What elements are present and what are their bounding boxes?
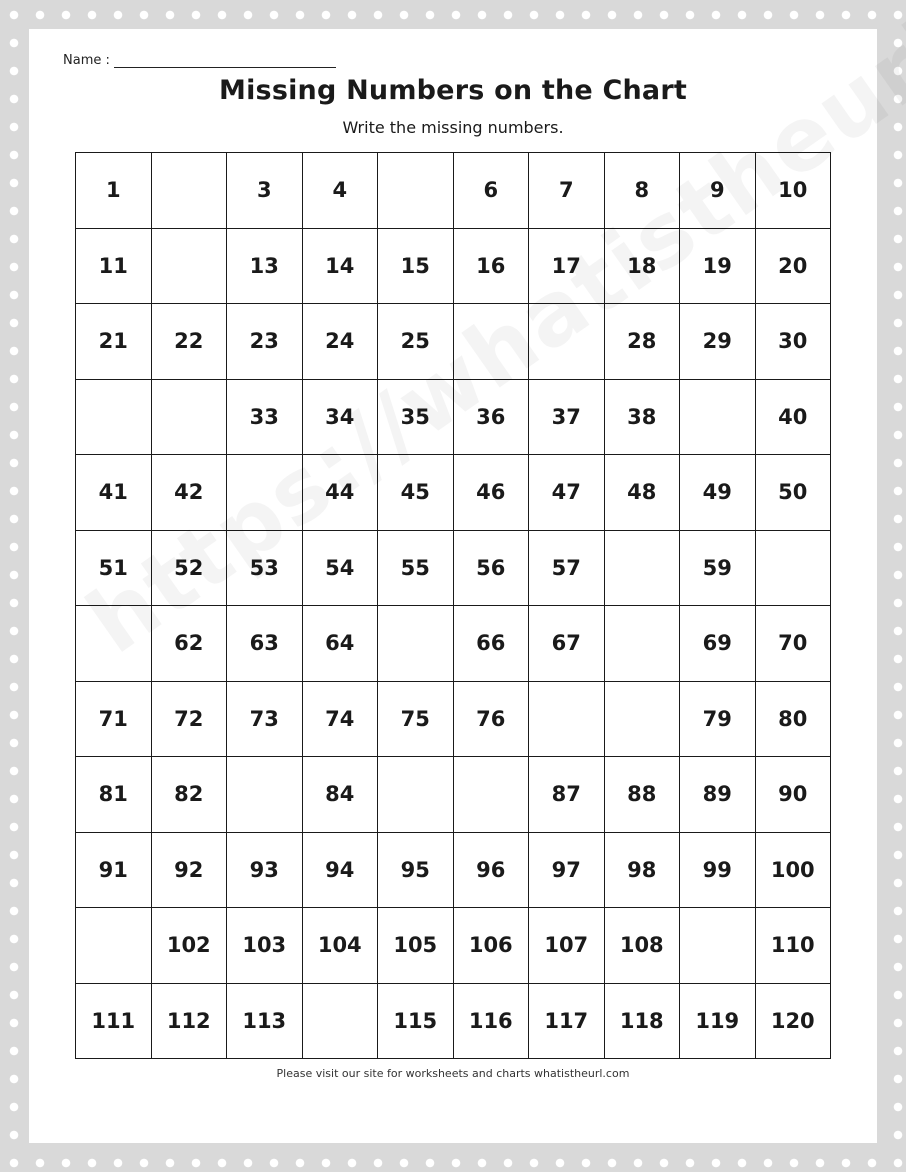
number-cell: 7 bbox=[529, 153, 605, 229]
number-chart-grid bbox=[75, 152, 831, 1059]
number-cell: 44 bbox=[302, 455, 378, 531]
blank-number-cell[interactable] bbox=[604, 530, 680, 606]
number-cell: 29 bbox=[680, 304, 756, 380]
blank-number-cell[interactable] bbox=[151, 153, 227, 229]
number-cell: 34 bbox=[302, 379, 378, 455]
chart-row bbox=[76, 606, 831, 682]
number-cell: 55 bbox=[378, 530, 454, 606]
chart-row bbox=[76, 681, 831, 757]
number-cell: 9 bbox=[680, 153, 756, 229]
number-cell: 41 bbox=[76, 455, 152, 531]
number-cell: 49 bbox=[680, 455, 756, 531]
page-subtitle: Write the missing numbers. bbox=[342, 118, 564, 137]
blank-number-cell[interactable] bbox=[76, 379, 152, 455]
number-cell: 80 bbox=[755, 681, 831, 757]
number-cell: 113 bbox=[227, 983, 303, 1059]
number-cell: 33 bbox=[227, 379, 303, 455]
number-cell: 59 bbox=[680, 530, 756, 606]
number-cell: 17 bbox=[529, 228, 605, 304]
blank-number-cell[interactable] bbox=[227, 757, 303, 833]
number-cell: 104 bbox=[302, 908, 378, 984]
number-cell: 37 bbox=[529, 379, 605, 455]
number-cell: 28 bbox=[604, 304, 680, 380]
number-cell: 69 bbox=[680, 606, 756, 682]
number-cell: 95 bbox=[378, 832, 454, 908]
number-cell: 118 bbox=[604, 983, 680, 1059]
number-cell: 48 bbox=[604, 455, 680, 531]
number-cell: 110 bbox=[755, 908, 831, 984]
number-cell: 21 bbox=[76, 304, 152, 380]
number-cell: 25 bbox=[378, 304, 454, 380]
number-cell: 72 bbox=[151, 681, 227, 757]
chart-row bbox=[76, 832, 831, 908]
number-cell: 116 bbox=[453, 983, 529, 1059]
number-cell: 103 bbox=[227, 908, 303, 984]
number-cell: 97 bbox=[529, 832, 605, 908]
number-cell: 92 bbox=[151, 832, 227, 908]
number-cell: 102 bbox=[151, 908, 227, 984]
number-cell: 47 bbox=[529, 455, 605, 531]
number-cell: 57 bbox=[529, 530, 605, 606]
number-cell: 56 bbox=[453, 530, 529, 606]
blank-number-cell[interactable] bbox=[604, 606, 680, 682]
chart-row bbox=[76, 908, 831, 984]
number-cell: 106 bbox=[453, 908, 529, 984]
number-cell: 13 bbox=[227, 228, 303, 304]
number-cell: 93 bbox=[227, 832, 303, 908]
blank-number-cell[interactable] bbox=[302, 983, 378, 1059]
number-cell: 50 bbox=[755, 455, 831, 531]
number-cell: 20 bbox=[755, 228, 831, 304]
number-cell: 62 bbox=[151, 606, 227, 682]
blank-number-cell[interactable] bbox=[76, 606, 152, 682]
page-title: Missing Numbers on the Chart bbox=[219, 75, 687, 106]
number-cell: 107 bbox=[529, 908, 605, 984]
number-cell: 81 bbox=[76, 757, 152, 833]
number-cell: 42 bbox=[151, 455, 227, 531]
number-cell: 16 bbox=[453, 228, 529, 304]
number-cell: 46 bbox=[453, 455, 529, 531]
number-cell: 108 bbox=[604, 908, 680, 984]
number-cell: 8 bbox=[604, 153, 680, 229]
chart-row bbox=[76, 153, 831, 229]
number-cell: 23 bbox=[227, 304, 303, 380]
chart-row bbox=[76, 757, 831, 833]
blank-number-cell[interactable] bbox=[604, 681, 680, 757]
number-cell: 89 bbox=[680, 757, 756, 833]
number-cell: 79 bbox=[680, 681, 756, 757]
number-cell: 76 bbox=[453, 681, 529, 757]
number-cell: 35 bbox=[378, 379, 454, 455]
number-cell: 94 bbox=[302, 832, 378, 908]
number-cell: 88 bbox=[604, 757, 680, 833]
number-cell: 36 bbox=[453, 379, 529, 455]
name-field bbox=[63, 53, 336, 68]
chart-row bbox=[76, 530, 831, 606]
number-cell: 45 bbox=[378, 455, 454, 531]
number-cell: 52 bbox=[151, 530, 227, 606]
number-cell: 6 bbox=[453, 153, 529, 229]
chart-row bbox=[76, 983, 831, 1059]
number-cell: 117 bbox=[529, 983, 605, 1059]
name-label: Name : bbox=[63, 53, 110, 68]
number-cell: 99 bbox=[680, 832, 756, 908]
chart-row bbox=[76, 379, 831, 455]
number-cell: 22 bbox=[151, 304, 227, 380]
blank-number-cell[interactable] bbox=[378, 153, 454, 229]
number-cell: 75 bbox=[378, 681, 454, 757]
number-cell: 66 bbox=[453, 606, 529, 682]
blank-number-cell[interactable] bbox=[453, 304, 529, 380]
number-cell: 111 bbox=[76, 983, 152, 1059]
number-cell: 115 bbox=[378, 983, 454, 1059]
number-cell: 11 bbox=[76, 228, 152, 304]
number-cell: 98 bbox=[604, 832, 680, 908]
blank-number-cell[interactable] bbox=[529, 304, 605, 380]
chart-row bbox=[76, 455, 831, 531]
number-cell: 96 bbox=[453, 832, 529, 908]
blank-number-cell[interactable] bbox=[680, 379, 756, 455]
number-cell: 10 bbox=[755, 153, 831, 229]
number-cell: 67 bbox=[529, 606, 605, 682]
number-cell: 71 bbox=[76, 681, 152, 757]
number-cell: 112 bbox=[151, 983, 227, 1059]
footer-text: Please visit our site for worksheets and charts whatistheurl.com bbox=[276, 1067, 630, 1080]
chart-row bbox=[76, 304, 831, 380]
number-cell: 18 bbox=[604, 228, 680, 304]
number-cell: 70 bbox=[755, 606, 831, 682]
number-cell: 63 bbox=[227, 606, 303, 682]
number-cell: 15 bbox=[378, 228, 454, 304]
blank-number-cell[interactable] bbox=[76, 908, 152, 984]
number-cell: 4 bbox=[302, 153, 378, 229]
blank-number-cell[interactable] bbox=[378, 757, 454, 833]
number-cell: 54 bbox=[302, 530, 378, 606]
blank-number-cell[interactable] bbox=[680, 908, 756, 984]
number-cell: 73 bbox=[227, 681, 303, 757]
number-cell: 119 bbox=[680, 983, 756, 1059]
number-cell: 3 bbox=[227, 153, 303, 229]
number-cell: 87 bbox=[529, 757, 605, 833]
blank-number-cell[interactable] bbox=[151, 228, 227, 304]
blank-number-cell[interactable] bbox=[378, 606, 454, 682]
blank-number-cell[interactable] bbox=[453, 757, 529, 833]
number-cell: 74 bbox=[302, 681, 378, 757]
name-blank-line bbox=[114, 57, 336, 68]
number-cell: 53 bbox=[227, 530, 303, 606]
number-cell: 105 bbox=[378, 908, 454, 984]
number-cell: 84 bbox=[302, 757, 378, 833]
number-cell: 14 bbox=[302, 228, 378, 304]
blank-number-cell[interactable] bbox=[755, 530, 831, 606]
number-cell: 90 bbox=[755, 757, 831, 833]
blank-number-cell[interactable] bbox=[227, 455, 303, 531]
chart-row bbox=[76, 228, 831, 304]
number-cell: 100 bbox=[755, 832, 831, 908]
number-cell: 40 bbox=[755, 379, 831, 455]
worksheet-page bbox=[29, 29, 877, 1143]
number-cell: 64 bbox=[302, 606, 378, 682]
number-cell: 82 bbox=[151, 757, 227, 833]
number-cell: 1 bbox=[76, 153, 152, 229]
number-cell: 91 bbox=[76, 832, 152, 908]
number-cell: 51 bbox=[76, 530, 152, 606]
number-cell: 38 bbox=[604, 379, 680, 455]
number-cell: 30 bbox=[755, 304, 831, 380]
number-cell: 19 bbox=[680, 228, 756, 304]
number-cell: 120 bbox=[755, 983, 831, 1059]
number-cell: 24 bbox=[302, 304, 378, 380]
blank-number-cell[interactable] bbox=[151, 379, 227, 455]
blank-number-cell[interactable] bbox=[529, 681, 605, 757]
